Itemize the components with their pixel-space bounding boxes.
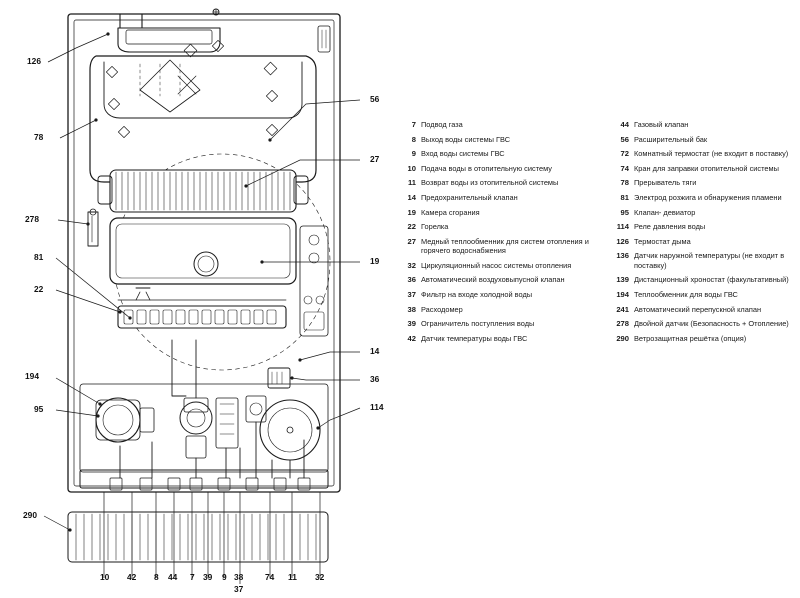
legend-item-number: 38 (407, 304, 416, 314)
legend-item-label: Предохранительный клапан (421, 192, 518, 202)
legend-item-number: 278 (616, 319, 629, 329)
callout-14: 14 (370, 346, 380, 356)
legend-item (398, 208, 610, 217)
callout-bottom-8: 8 (154, 572, 159, 582)
legend-item (611, 178, 800, 187)
legend-item (611, 237, 800, 246)
legend-item-label: Камера сгорания (421, 207, 480, 217)
legend-item-number: 37 (407, 289, 416, 299)
legend-item-label: Ветрозащитная решётка (опция) (634, 333, 747, 343)
legend-item-label: Прерыватель тяги (634, 178, 697, 188)
legend-item-label: Подвод газа (421, 120, 463, 129)
legend-item (398, 290, 610, 299)
legend-item-label: Реле давления воды (634, 222, 706, 232)
legend-item-number: 74 (620, 163, 629, 173)
legend-item (398, 193, 610, 202)
legend-item-label: Газовый клапан (634, 120, 689, 129)
legend-item-label: Кран для заправки отопительной системы (634, 163, 779, 173)
callout-194: 194 (25, 371, 39, 381)
legend-item-number: 78 (620, 178, 629, 188)
legend-item-label: Автоматический воздуховыпусной клапан (421, 275, 565, 285)
legend-item (611, 208, 800, 217)
legend-item-label: Расходомер (421, 304, 463, 314)
legend-item-number: 136 (616, 251, 629, 261)
legend-item-number: 42 (407, 333, 416, 343)
legend-item (611, 135, 800, 144)
callout-bottom-32: 32 (315, 572, 325, 582)
legend-item-number: 19 (407, 207, 416, 217)
callout-290: 290 (23, 510, 37, 520)
legend-item (611, 290, 800, 299)
legend-item-label: Датчик наружной температуры (не входит в поставку) (634, 251, 785, 270)
callout-126: 126 (27, 56, 41, 66)
legend-item (611, 222, 800, 231)
legend-item-number: 14 (407, 192, 416, 202)
callout-114: 114 (370, 402, 384, 412)
callout-56: 56 (370, 94, 380, 104)
callout-22: 22 (34, 284, 44, 294)
legend-item (398, 135, 610, 144)
legend-item-label: Возврат воды из отопительной системы (421, 178, 559, 188)
legend-item (398, 319, 610, 328)
legend-item (611, 334, 800, 343)
legend-item-number: 44 (620, 120, 629, 129)
legend-item (398, 305, 610, 314)
legend-item-label: Медный теплообменник для систем отопления и горячего водоснабжения (421, 236, 589, 256)
legend-item-number: 36 (407, 275, 416, 285)
legend-item-number: 8 (411, 134, 416, 144)
callout-36: 36 (370, 374, 380, 384)
legend-item-number: 126 (616, 236, 629, 246)
legend-item-number: 27 (407, 236, 416, 246)
legend (398, 120, 798, 520)
legend-item (398, 164, 610, 173)
callout-bottom-9: 9 (222, 572, 227, 582)
legend-item-label: Вход воды системы ГВС (421, 149, 505, 159)
legend-item (611, 164, 800, 173)
legend-item (398, 149, 610, 158)
legend-item-label: Электрод розжига и обнаружения пламени (634, 192, 782, 202)
legend-item-number: 194 (616, 289, 629, 299)
legend-item-label: Циркуляционный насос системы отопления (421, 260, 572, 270)
legend-item-number: 9 (411, 149, 416, 159)
legend-item-number: 10 (407, 163, 416, 173)
callout-bottom-74: 74 (265, 572, 275, 582)
legend-column-right (611, 120, 800, 348)
legend-column-left (398, 120, 610, 348)
legend-item-label: Клапан- девиатор (634, 207, 696, 217)
callout-bottom-11: 11 (288, 572, 297, 582)
legend-item (611, 193, 800, 202)
legend-item-label: Горелка (421, 222, 449, 232)
legend-item-number: 39 (407, 319, 416, 329)
legend-item-number: 22 (407, 222, 416, 232)
callout-bottom-44: 44 (168, 572, 178, 582)
legend-item (398, 334, 610, 343)
legend-item (398, 222, 610, 231)
callout-19: 19 (370, 256, 380, 266)
legend-item-number: 95 (620, 207, 629, 217)
legend-item-number: 139 (616, 275, 629, 285)
legend-item-number: 114 (616, 222, 629, 232)
legend-item (611, 305, 800, 314)
callout-bottom-10: 10 (100, 572, 110, 582)
legend-item (611, 319, 800, 328)
legend-item-number: 241 (616, 304, 629, 314)
callout-78: 78 (34, 132, 44, 142)
legend-item (611, 251, 800, 270)
legend-item (611, 275, 800, 284)
legend-item-number: 72 (620, 149, 629, 159)
legend-item-label: Фильтр на входе холодной воды (421, 289, 533, 299)
callout-81: 81 (34, 252, 44, 262)
callout-278: 278 (25, 214, 39, 224)
legend-item-label: Комнатный термостат (не входит в поставку) (634, 149, 789, 159)
legend-item-label: Двойной датчик (Безопасность + Отопление) (634, 319, 789, 329)
legend-item-label: Ограничитель поступления воды (421, 319, 535, 329)
legend-item (398, 275, 610, 284)
legend-item-label: Дистанционный хроностат (факультативный) (634, 275, 789, 285)
legend-item (611, 120, 800, 129)
legend-item-label: Автоматический перепускной клапан (634, 304, 762, 314)
callout-bottom-37: 37 (234, 584, 244, 594)
legend-item-label: Выход воды системы ГВС (421, 134, 511, 144)
legend-item-number: 56 (620, 134, 629, 144)
legend-item (398, 237, 610, 256)
callout-bottom-42: 42 (127, 572, 137, 582)
callout-bottom-39: 39 (203, 572, 213, 582)
legend-item-label: Теплообменник для воды ГВС (634, 289, 738, 299)
legend-item-number: 7 (411, 120, 416, 129)
legend-item-number: 32 (407, 260, 416, 270)
legend-item (611, 149, 800, 158)
legend-item-label: Датчик температуры воды ГВС (421, 333, 528, 343)
legend-item (398, 178, 610, 187)
legend-item-number: 290 (616, 333, 629, 343)
callout-27: 27 (370, 154, 380, 164)
legend-item-number: 11 (407, 178, 416, 188)
legend-item (398, 261, 610, 270)
callout-bottom-7: 7 (190, 572, 195, 582)
legend-item-number: 81 (620, 192, 629, 202)
legend-item-label: Термостат дыма (634, 236, 691, 246)
legend-item (398, 120, 610, 129)
legend-item-label: Подача воды в отопительную систему (421, 163, 552, 173)
legend-item-label: Расширительный бак (634, 134, 708, 144)
callout-95: 95 (34, 404, 44, 414)
callout-bottom-38: 38 (234, 572, 244, 582)
